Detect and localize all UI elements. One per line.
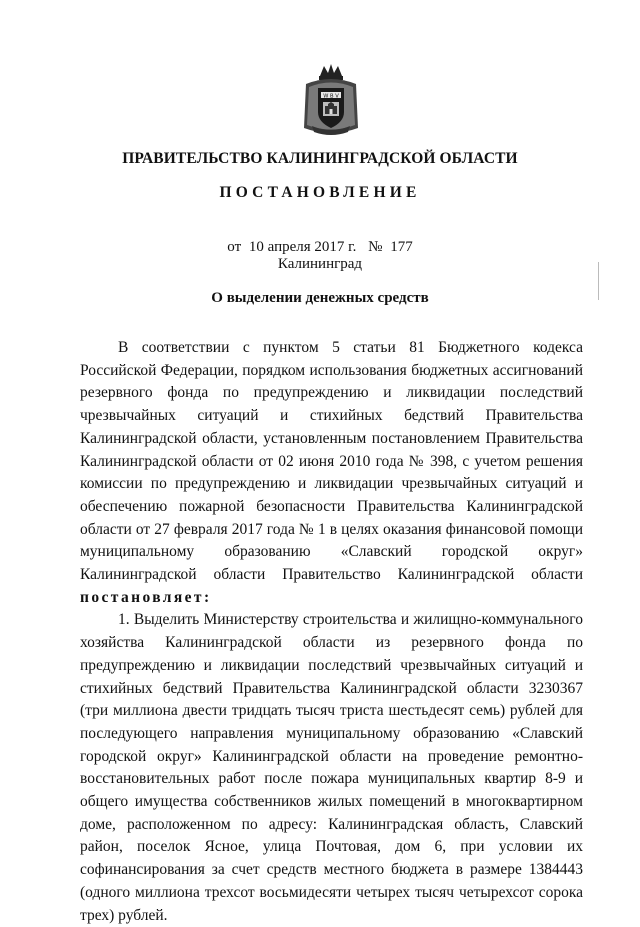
svg-text:W B V: W B V [323,93,339,100]
date-value: 10 апреля 2017 г. [248,239,357,255]
paragraph-preamble [80,337,583,609]
scan-margin-mark [598,262,599,300]
city-name: Калининград [277,256,363,272]
date-number-line [0,239,640,256]
document-type-title: ПОСТАНОВЛЕНИЕ [219,184,421,201]
preamble-text: В соответствии с пунктом 5 статьи 81 Бюджетного кодекса Российской Федерации, порядком использования бюджетных ассигнований резервного фонда по предупреждению и ликвидации последствий чрезвычайных ситуаций и стихийных бедствий Правительства Калининградской области, установленным постановлением Правительства Калининградской области от 02 июня 2010 года № 398, с учетом решения комиссии по предупреждению и ликвидации чрезвычайных ситуаций и обеспечению пожарной безопасности Правительства Калининградской области от 27 февраля 2017 года № 1 в целях оказания финансовой помощи муниципальному образованию «Славский городской округ» Калининградской области Правительство Калининградской области [80,339,583,584]
paragraph-item-1: 1. Выделить Министерству строительства и жилищно-коммунального хозяйства Калининградской области из резервного фонда по предупреждению и ликвидации последствий чрезвычайных ситуаций и стихийных бедствий Правительства Калининградской области 3230367 (три миллиона двести тридцать тысяч триста шестьдесят семь) рублей для последующего направления муниципальному образованию «Славский городской округ» Калининградской области на проведение ремонтно-восстановительных работ после пожара муниципальных квартир 8-9 и общего имущества собственников жилых помещений в многоквартирном доме, расположенном по адресу: Калининградская область, Славский район, поселок Ясное, улица Почтовая, дом 6, при условии их софинансирования за счет средств местного бюджета в размере 1384443 (одного миллиона трехсот восьмидесяти четырех тысяч четырехсот сорока трех) рублей. [80,611,583,924]
organization-title: ПРАВИТЕЛЬСТВО КАЛИНИНГРАДСКОЙ ОБЛАСТИ [122,150,518,167]
resolves-word: постановляет: [80,588,212,606]
date-prefix: от [227,239,242,255]
coat-of-arms-icon [300,62,362,138]
number-value: 177 [390,239,413,255]
document-subject: О выделении денежных средств [211,290,429,306]
number-sign: № [368,239,383,255]
document-body [80,337,583,927]
